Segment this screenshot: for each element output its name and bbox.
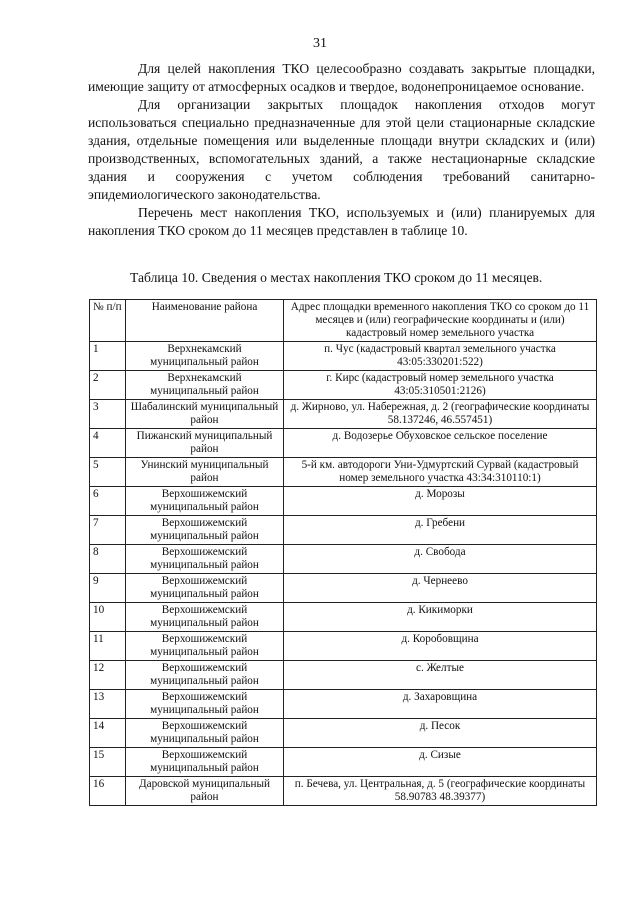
row-address: д. Сизые: [284, 748, 597, 777]
row-district: Верхошижемский муниципальный район: [126, 661, 284, 690]
row-district: Даровской муниципальный район: [126, 777, 284, 806]
row-district: Верхошижемский муниципальный район: [126, 748, 284, 777]
row-district: Верхошижемский муниципальный район: [126, 632, 284, 661]
table-row: [90, 603, 597, 632]
row-number: 8: [90, 545, 126, 574]
row-number: 15: [90, 748, 126, 777]
row-number: 6: [90, 487, 126, 516]
row-number: 4: [90, 429, 126, 458]
row-number: 1: [90, 342, 126, 371]
row-address: д. Чернеево: [284, 574, 597, 603]
row-number: 7: [90, 516, 126, 545]
body-text: [88, 60, 595, 240]
table-row: [90, 661, 597, 690]
row-number: 16: [90, 777, 126, 806]
row-address: д. Коробовщина: [284, 632, 597, 661]
row-district: Верхошижемский муниципальный район: [126, 545, 284, 574]
table-row: [90, 748, 597, 777]
paragraph-1: Для целей накопления ТКО целесообразно создавать закрытые площадки, имеющие защиту от атмосферных осадков и твердое, водонепроницаемое основание.: [88, 61, 595, 94]
table-row: [90, 516, 597, 545]
row-district: Верхошижемский муниципальный район: [126, 574, 284, 603]
table-row: [90, 487, 597, 516]
row-district: Шабалинский муниципальный район: [126, 400, 284, 429]
row-number: 5: [90, 458, 126, 487]
table-row: [90, 574, 597, 603]
row-address: д. Водозерье Обуховское сельское поселение: [284, 429, 597, 458]
row-district: Верхошижемский муниципальный район: [126, 603, 284, 632]
row-number: 9: [90, 574, 126, 603]
table-row: [90, 429, 597, 458]
row-address: г. Кирс (кадастровый номер земельного участка 43:05:310501:2126): [284, 371, 597, 400]
row-address: 5-й км. автодороги Уни-Удмуртский Сурвай (кадастровый номер земельного участка 43:34:310110:1): [284, 458, 597, 487]
table-row: [90, 690, 597, 719]
paragraph-2: Для организации закрытых площадок накопления отходов могут использоваться специально предназначенные для этой цели стационарные складские здания, отдельные помещения или выделенные площади внутри складских и (или) производственных, вспомогательных зданий, а также нестационарные складские здания и сооружения с учетом соблюдения требований санитарно-эпидемиологического законодательства.: [88, 97, 595, 202]
table-row: [90, 545, 597, 574]
table-row: [90, 400, 597, 429]
row-address: п. Чус (кадастровый квартал земельного участка 43:05:330201:522): [284, 342, 597, 371]
table-header-row: [90, 300, 597, 342]
row-address: д. Захаровщина: [284, 690, 597, 719]
row-number: 13: [90, 690, 126, 719]
row-address: д. Гребени: [284, 516, 597, 545]
row-number: 12: [90, 661, 126, 690]
row-address: д. Морозы: [284, 487, 597, 516]
waste-sites-table: [89, 299, 597, 806]
row-address: д. Жирново, ул. Набережная, д. 2 (географические координаты 58.137246, 46.557451): [284, 400, 597, 429]
row-district: Пижанский муниципальный район: [126, 429, 284, 458]
header-district: Наименование района: [126, 300, 284, 342]
row-number: 11: [90, 632, 126, 661]
row-number: 3: [90, 400, 126, 429]
page-number: 31: [313, 36, 327, 51]
table-caption: Таблица 10. Сведения о местах накопления ТКО сроком до 11 месяцев.: [130, 270, 543, 285]
row-address: д. Свобода: [284, 545, 597, 574]
paragraph-3: Перечень мест накопления ТКО, используемых и (или) планируемых для накопления ТКО сроком до 11 месяцев представлен в таблице 10.: [88, 205, 595, 238]
table-row: [90, 458, 597, 487]
row-district: Верхошижемский муниципальный район: [126, 516, 284, 545]
row-address: с. Желтые: [284, 661, 597, 690]
row-address: д. Кикиморки: [284, 603, 597, 632]
row-district: Верхошижемский муниципальный район: [126, 487, 284, 516]
row-district: Верхошижемский муниципальный район: [126, 719, 284, 748]
row-number: 14: [90, 719, 126, 748]
table-row: [90, 342, 597, 371]
table-row: [90, 777, 597, 806]
row-address: п. Бечева, ул. Центральная, д. 5 (географические координаты 58.90783 48.39377): [284, 777, 597, 806]
row-number: 2: [90, 371, 126, 400]
row-number: 10: [90, 603, 126, 632]
row-district: Верхнекамский муниципальный район: [126, 342, 284, 371]
table-row: [90, 719, 597, 748]
table-row: [90, 632, 597, 661]
row-district: Унинский муниципальный район: [126, 458, 284, 487]
header-number: № п/п: [90, 300, 126, 342]
row-district: Верхнекамский муниципальный район: [126, 371, 284, 400]
header-address: Адрес площадки временного накопления ТКО со сроком до 11 месяцев и (или) географические координаты и (или) кадастровый номер земельного участка: [284, 300, 597, 342]
row-district: Верхошижемский муниципальный район: [126, 690, 284, 719]
table-row: [90, 371, 597, 400]
row-address: д. Песок: [284, 719, 597, 748]
